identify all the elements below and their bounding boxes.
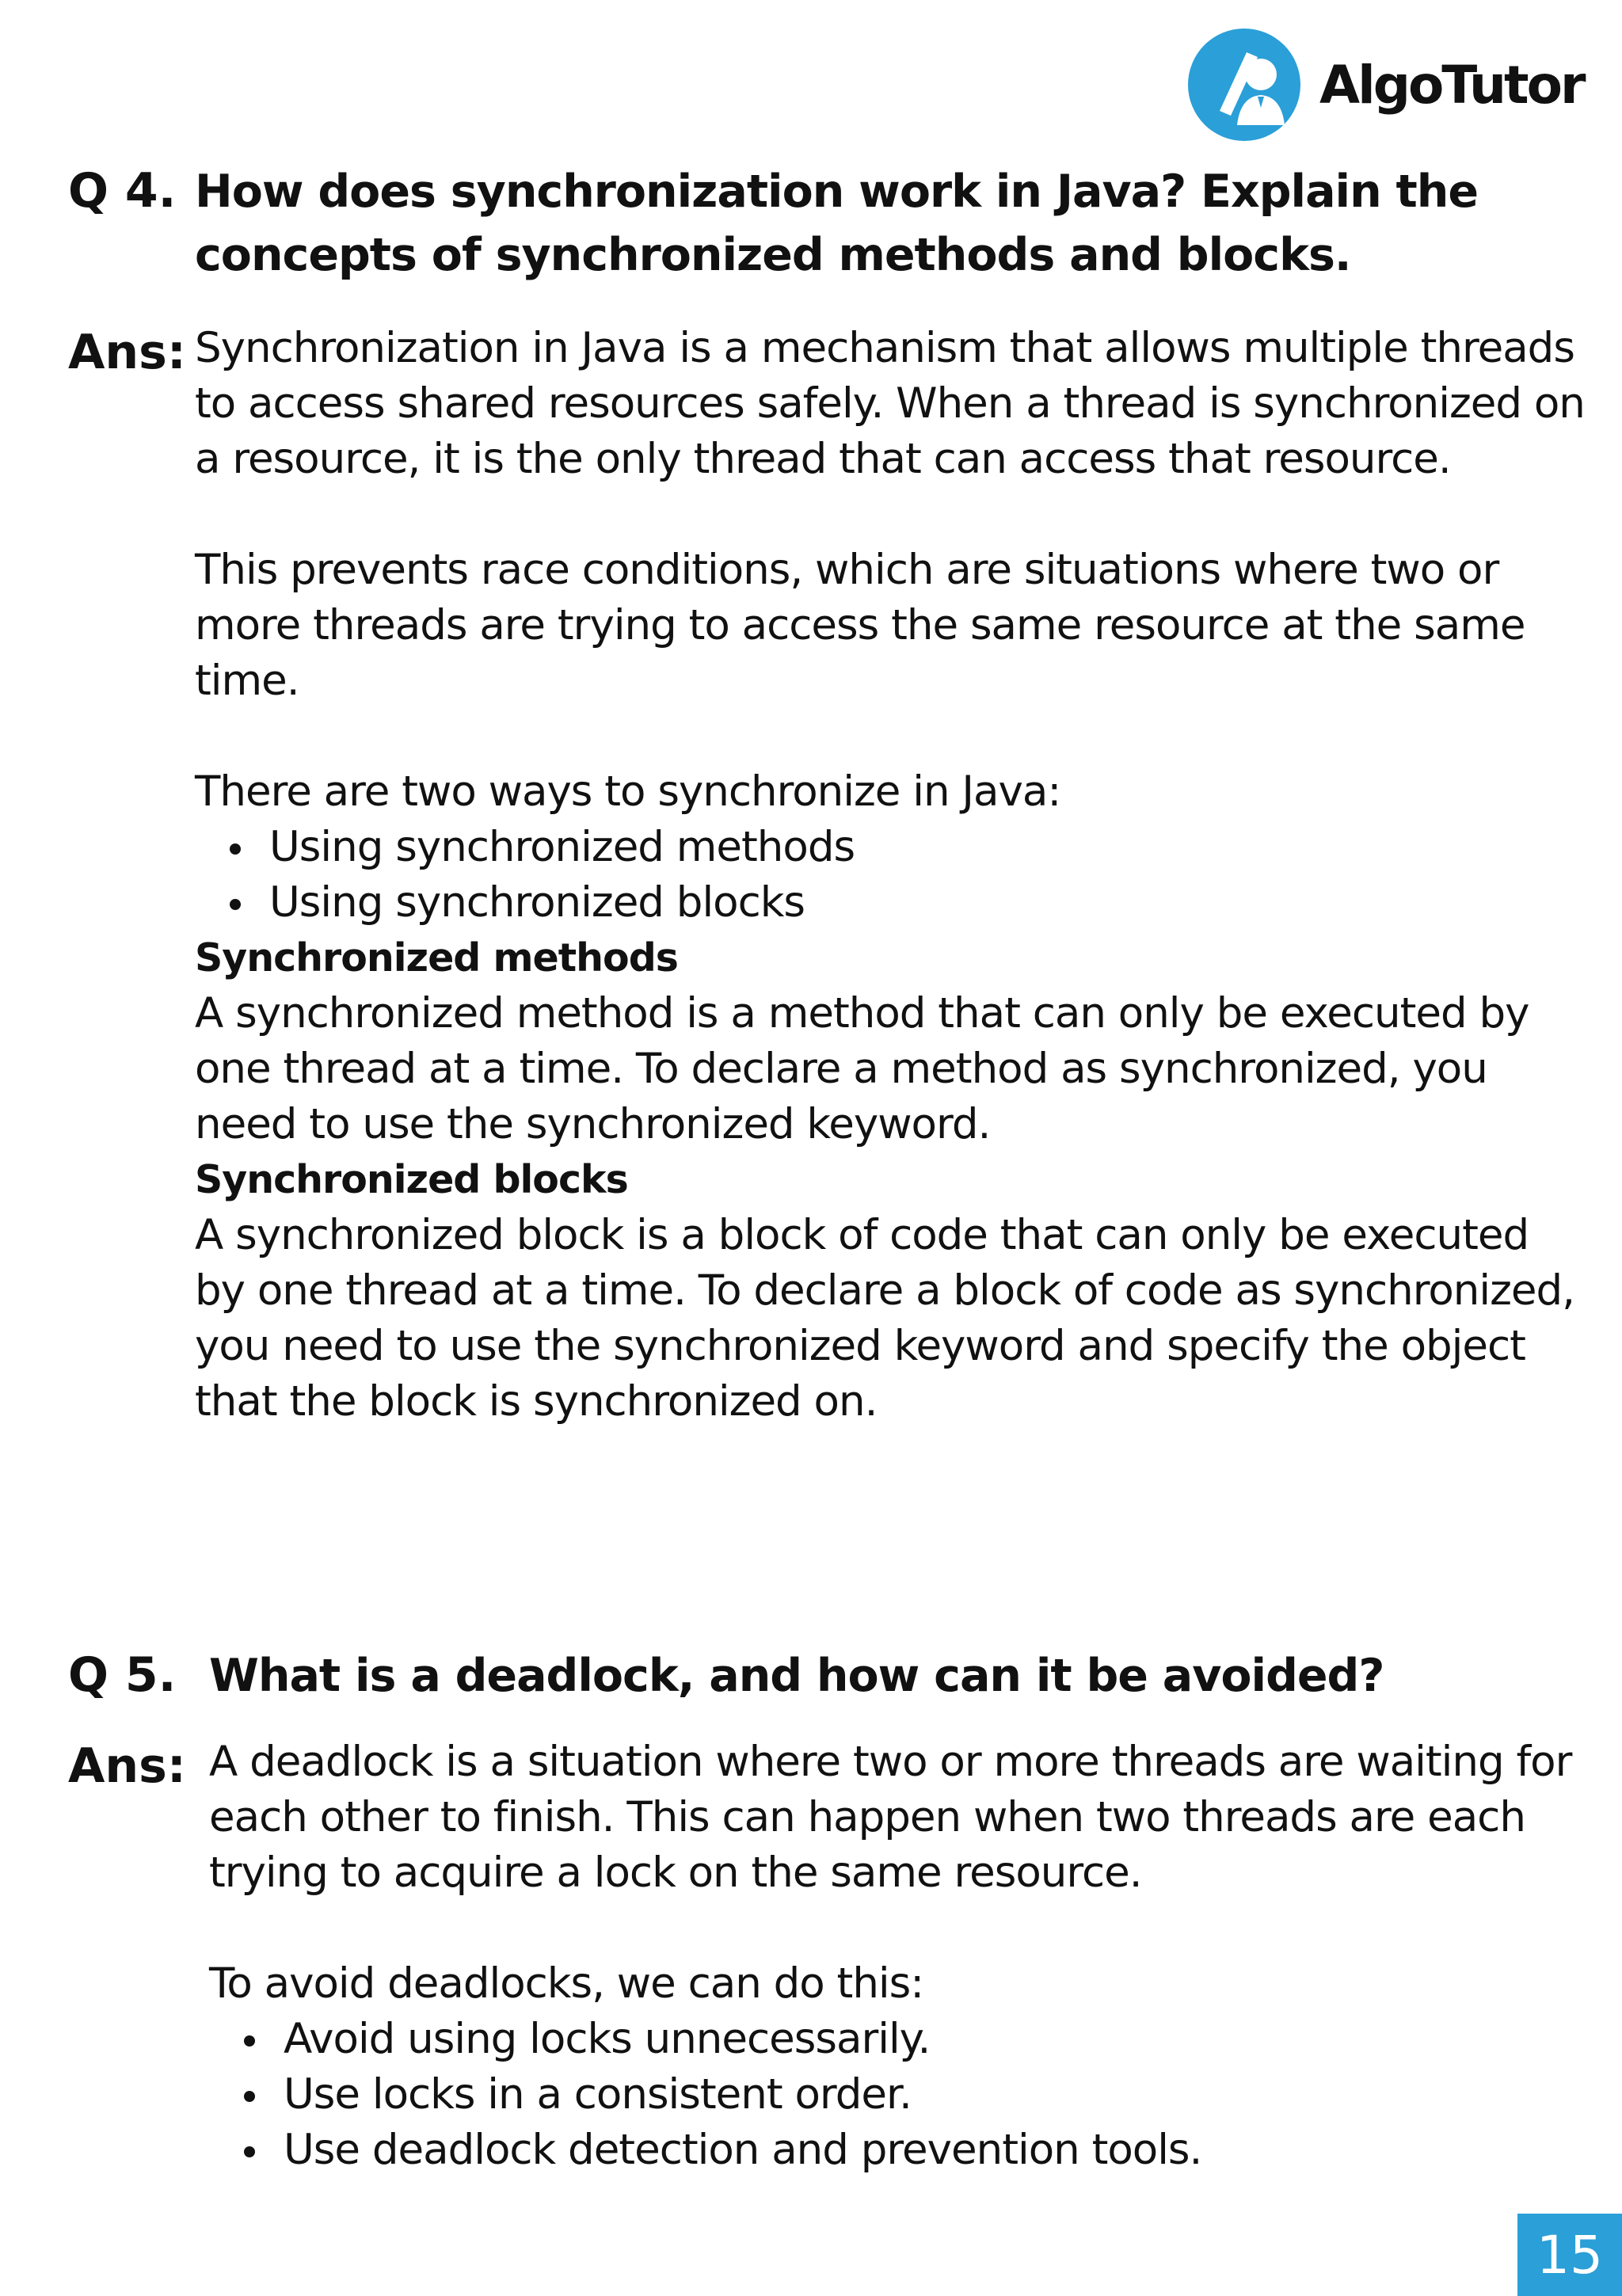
person-with-pen-logo-icon xyxy=(1188,29,1300,141)
list-item: Use locks in a consistent order. xyxy=(209,2067,1587,2123)
question-4-label: Q 4. xyxy=(68,163,177,219)
subheading-synchronized-methods: Synchronized methods xyxy=(195,935,678,980)
list-item: Avoid using locks unnecessarily. xyxy=(209,2012,1587,2067)
list-item: Using synchronized blocks xyxy=(195,875,1589,931)
question-4-text xyxy=(195,160,1478,287)
answer-5-bullet-list xyxy=(209,2012,1587,2178)
synchronized-blocks-text: A synchronized block is a block of code that can only be executed by one thread at a time. To declare a block of code as synchronized, you need to use the synchronized keyword and specify the object that the block is synchronized on. xyxy=(195,1211,1574,1426)
answer-5-paragraph-1: A deadlock is a situation where two or more threads are waiting for each other to finish. This can happen when two threads are each trying to acquire a lock on the same resource. xyxy=(209,1738,1572,1897)
answer-5-intro: To avoid deadlocks, we can do this: xyxy=(209,1959,924,2008)
question-4-line-2: concepts of synchronized methods and blocks. xyxy=(195,229,1351,281)
synchronized-methods-text: A synchronized method is a method that can only be executed by one thread at a time. To declare a method as synchronized, you need to use the synchronized keyword. xyxy=(195,989,1529,1148)
answer-4-intro: There are two ways to synchronize in Java: xyxy=(195,767,1061,816)
answer-4-paragraph-1: Synchronization in Java is a mechanism that allows multiple threads to access shared resources safely. When a thread is synchronized on a resource, it is the only thread that can access that resource. xyxy=(195,324,1585,483)
subheading-synchronized-blocks: Synchronized blocks xyxy=(195,1157,628,1202)
list-item: Using synchronized methods xyxy=(195,820,1589,875)
answer-5-label: Ans: xyxy=(68,1738,186,1794)
answer-4-paragraph-2: This prevents race conditions, which are situations where two or more threads are trying to access the same resource at the same time. xyxy=(195,546,1525,705)
list-item: Use deadlock detection and prevention tools. xyxy=(209,2123,1587,2178)
answer-5-body xyxy=(209,1734,1587,2178)
question-5-text: What is a deadlock, and how can it be avoided? xyxy=(209,1650,1384,1702)
answer-4-bullet-list xyxy=(195,820,1589,931)
answer-4-label: Ans: xyxy=(68,325,186,380)
page-number-badge: 15 xyxy=(1517,2214,1622,2296)
question-4-line-1: How does synchronization work in Java? Explain the xyxy=(195,166,1478,218)
answer-4-body xyxy=(195,321,1589,1430)
algotutor-logo xyxy=(1188,29,1584,141)
question-5-label: Q 5. xyxy=(68,1647,177,1703)
logo-wordmark: AlgoTutor xyxy=(1319,54,1584,116)
